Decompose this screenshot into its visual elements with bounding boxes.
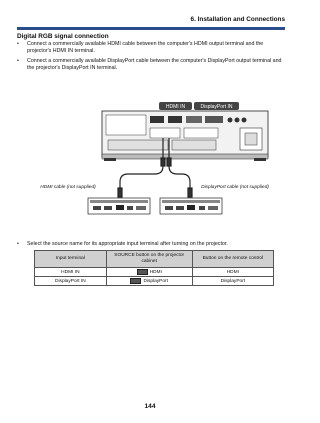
displayport-cable-label: DisplayPort cable (not supplied) [201,185,269,190]
bullet-dot: • [17,58,19,64]
bullet-select-source-note [17,241,287,248]
source-button-icon [137,269,148,275]
table-cell [106,277,192,286]
bullet-text: Connect a commercially available HDMI cable between the computer's HDMI output terminal and the projector's HDMI IN terminal. [27,41,264,55]
table-row [35,277,274,286]
cell-text: HDMI [149,270,162,276]
table-cell [106,268,192,277]
table-header-cell: Input terminal [35,251,107,268]
table-cell: HDMI [192,268,273,277]
source-table [34,250,274,286]
page-number: 144 [144,403,156,410]
computer-hdmi [88,198,150,214]
computer-displayport [160,198,222,214]
bullet-text: Connect a commercially available DisplayPort cable between the computer's DisplayPort output terminal and the projector's DisplayPort IN terminal. [27,58,282,72]
table-header-cell: SOURCE button on the projector cabinet [106,251,192,268]
table-cell: DisplayPort IN [35,277,107,286]
section-title: Digital RGB signal connection [17,33,109,40]
table-cell: DisplayPort [192,277,273,286]
cell-text: DisplayPort [143,279,168,285]
source-button-icon [130,278,141,284]
bullet-dot: • [17,241,19,247]
projector-rear-panel [102,111,268,161]
hdmi-cable-label: HDMI cable (not supplied) [40,185,96,190]
table-header-row [35,251,274,268]
table-cell: HDMI IN [35,268,107,277]
table-header-cell: Button on the remote control [192,251,273,268]
chapter-title: 6. Installation and Connections [190,16,285,23]
bullet-dot: • [17,41,19,47]
displayport-in-label: DisplayPort IN [200,104,233,110]
hdmi-in-label: HDMI IN [165,104,186,110]
table-row [35,268,274,277]
bullet-text: Select the source name for its appropriate input terminal after turning on the projector. [27,241,228,247]
